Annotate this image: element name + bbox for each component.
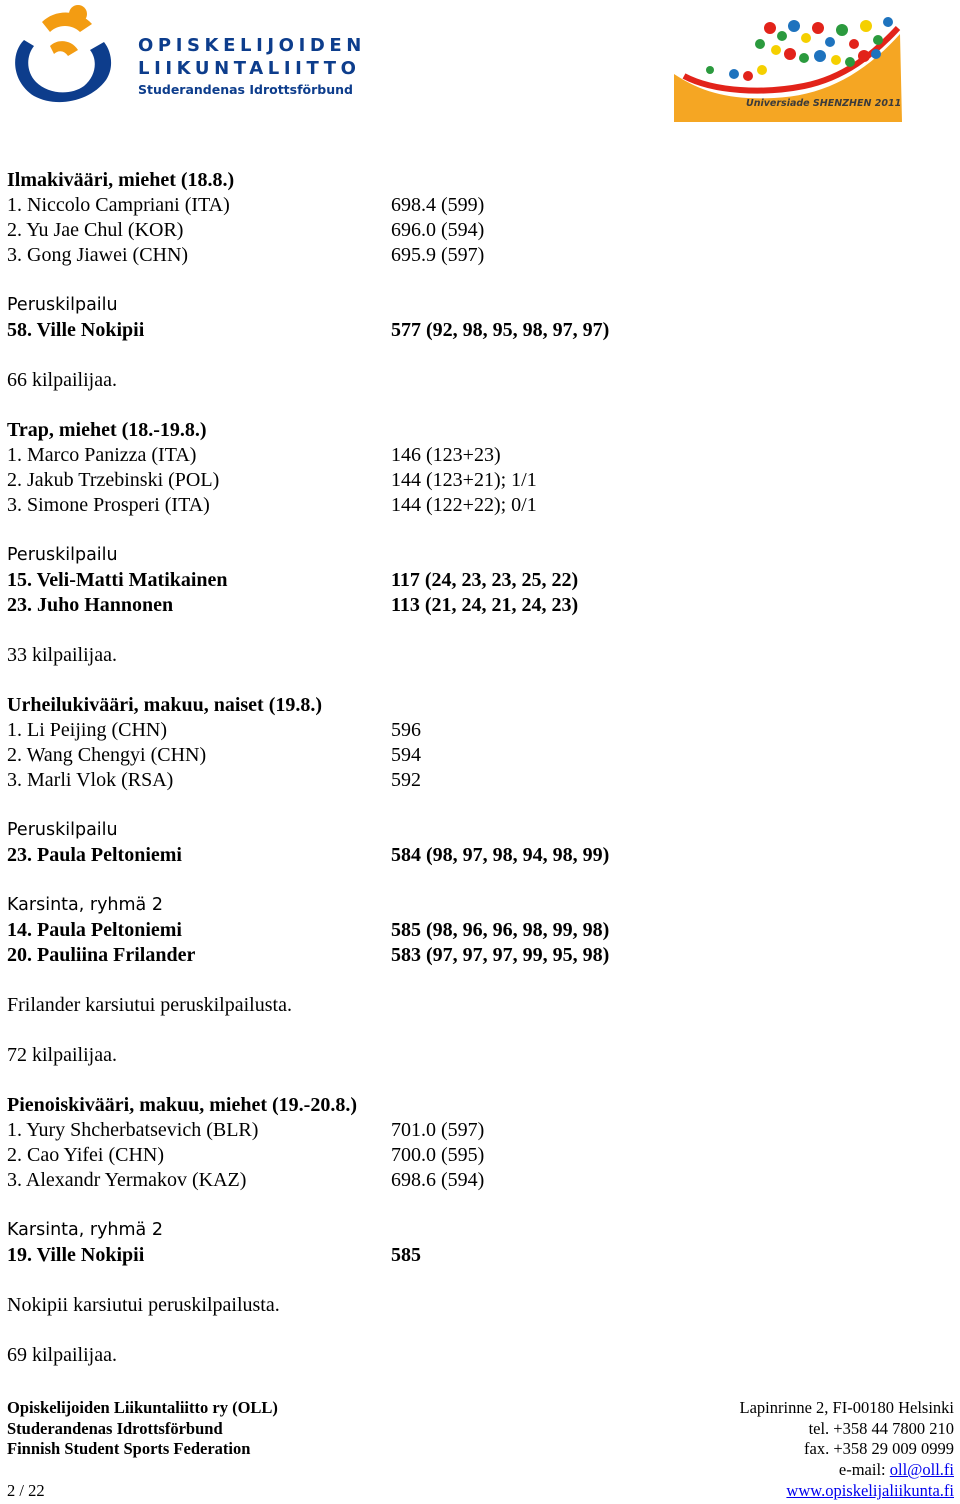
subsection-label: Peruskilpailu bbox=[7, 820, 118, 840]
logo-line-1: OPISKELIJOIDEN bbox=[138, 35, 366, 56]
podium-row: 1. Li Peijing (CHN) 596 bbox=[7, 719, 421, 741]
footer-org-line-1: Opiskelijoiden Liikuntaliitto ry (OLL) bbox=[7, 1398, 278, 1417]
podium-row: 1. Marco Panizza (ITA) 146 (123+23) bbox=[7, 444, 501, 466]
page-number: 2 / 22 bbox=[7, 1481, 45, 1500]
section-air-rifle-men bbox=[7, 168, 947, 418]
oll-logo-mark-icon bbox=[6, 2, 118, 106]
footer-organization bbox=[7, 1398, 278, 1460]
section-title: Pienoiskivääri, makuu, miehet (19.-20.8.) bbox=[7, 1094, 357, 1116]
footer-website-link[interactable]: www.opiskelijaliikunta.fi bbox=[786, 1480, 954, 1500]
results-content bbox=[7, 168, 947, 1368]
podium-row: 1. Yury Shcherbatsevich (BLR) 701.0 (597) bbox=[7, 1119, 485, 1141]
footer-fax: fax. +358 29 009 0999 bbox=[804, 1439, 954, 1459]
oll-logo-text bbox=[138, 34, 366, 99]
finnish-result-row: 23. Juho Hannonen 113 (21, 24, 21, 24, 23) bbox=[7, 594, 579, 616]
universiade-logo bbox=[674, 14, 906, 124]
section-sport-rifle-prone-women bbox=[7, 693, 947, 1093]
subsection-label: Peruskilpailu bbox=[7, 295, 118, 315]
finnish-result-row: 58. Ville Nokipii 577 (92, 98, 95, 98, 97, 97) bbox=[7, 319, 610, 341]
podium-row: 2. Wang Chengyi (CHN) 594 bbox=[7, 744, 421, 766]
universiade-caption: Universiade SHENZHEN 2011 bbox=[746, 98, 902, 109]
footer-website-line bbox=[740, 1481, 954, 1502]
page-footer bbox=[7, 1398, 954, 1504]
section-title: Ilmakivääri, miehet (18.8.) bbox=[7, 169, 235, 191]
section-note: Nokipii karsiutui peruskilpailusta. bbox=[7, 1294, 280, 1316]
oll-logo bbox=[6, 2, 366, 106]
section-note: Frilander karsiutui peruskilpailusta. bbox=[7, 994, 292, 1016]
footer-address: Lapinrinne 2, FI-00180 Helsinki bbox=[739, 1398, 954, 1417]
logo-line-3: Studerandenas Idrottsförbund bbox=[138, 82, 353, 97]
finnish-result-row: 19. Ville Nokipii 585 bbox=[7, 1244, 421, 1266]
footer-email-label: e-mail: bbox=[838, 1460, 890, 1480]
logo-line-2: LIIKUNTALIITTO bbox=[138, 58, 361, 79]
section-title: Trap, miehet (18.-19.8.) bbox=[7, 419, 207, 441]
finnish-result-row: 15. Veli-Matti Matikainen 117 (24, 23, 23, 25, 22) bbox=[7, 569, 579, 591]
participants-count: 72 kilpailijaa. bbox=[7, 1044, 117, 1066]
participants-count: 66 kilpailijaa. bbox=[7, 369, 117, 391]
finnish-result-row: 23. Paula Peltoniemi 584 (98, 97, 98, 94, 98, 99) bbox=[7, 844, 610, 866]
section-title: Urheilukivääri, makuu, naiset (19.8.) bbox=[7, 694, 323, 716]
podium-row: 2. Jakub Trzebinski (POL) 144 (123+21); 1/1 bbox=[7, 469, 537, 491]
footer-org-line-2: Studerandenas Idrottsförbund bbox=[7, 1418, 223, 1438]
subsection-label: Peruskilpailu bbox=[7, 545, 118, 565]
section-small-bore-rifle-prone-men bbox=[7, 1093, 947, 1368]
finnish-result-row: 14. Paula Peltoniemi 585 (98, 96, 96, 98, 99, 98) bbox=[7, 919, 610, 941]
footer-email-link[interactable]: oll@oll.fi bbox=[889, 1460, 954, 1480]
podium-row: 2. Yu Jae Chul (KOR) 696.0 (594) bbox=[7, 219, 485, 241]
podium-row: 3. Gong Jiawei (CHN) 695.9 (597) bbox=[7, 244, 485, 266]
podium-row: 3. Marli Vlok (RSA) 592 bbox=[7, 769, 421, 791]
podium-row: 3. Simone Prosperi (ITA) 144 (122+22); 0/1 bbox=[7, 494, 537, 516]
subsection-label: Karsinta, ryhmä 2 bbox=[7, 895, 163, 915]
footer-contact bbox=[740, 1398, 954, 1502]
finnish-result-row: 20. Pauliina Frilander 583 (97, 97, 97, 99, 95, 98) bbox=[7, 944, 610, 966]
footer-tel: tel. +358 44 7800 210 bbox=[808, 1418, 954, 1438]
subsection-label: Karsinta, ryhmä 2 bbox=[7, 1220, 163, 1240]
participants-count: 33 kilpailijaa. bbox=[7, 644, 117, 666]
section-trap-men bbox=[7, 418, 947, 693]
podium-row: 3. Alexandr Yermakov (KAZ) 698.6 (594) bbox=[7, 1169, 485, 1191]
podium-row: 1. Niccolo Campriani (ITA) 698.4 (599) bbox=[7, 194, 485, 216]
footer-email-line bbox=[740, 1460, 954, 1481]
participants-count: 69 kilpailijaa. bbox=[7, 1344, 117, 1366]
podium-row: 2. Cao Yifei (CHN) 700.0 (595) bbox=[7, 1144, 485, 1166]
footer-org-line-3: Finnish Student Sports Federation bbox=[7, 1439, 251, 1459]
